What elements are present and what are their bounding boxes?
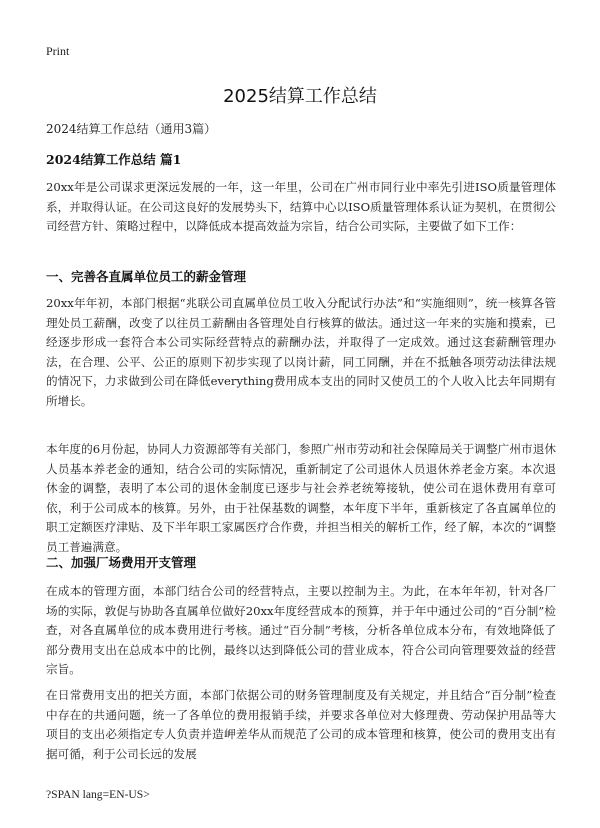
article-title: 2024结算工作总结 篇1	[46, 152, 182, 167]
print-link[interactable]: Print	[46, 44, 70, 58]
section-1-paragraph-2: 本年度的6月份起，协同人力资源部等有关部门，参照广州市劳动和社会保障局关于调整广州市退休人员基本养老金的通知，结合公司的实际情况，重新制定了公司退休人员退休养老金方案。本次退休金的调整，表明了本公司的退休金制度已逐步与社会养老统筹接轨，使公司在退休费用有章可依，利于公司成本的核算。另外，由于社保基数的调整，本年度下半年，重新核定了各直属单位的职工定额医疗津贴、及下半年职工家属医疗合作费，并担当相关的解析工作，经了解，本次的“调整员工普遍满意。	[46, 442, 556, 554]
section-2-paragraph-2: 在日常费用支出的把关方面，本部门依据公司的财务管理制度及有关规定，并且结合“百分制”检查中存在的共通问题，统一了各单位的费用报销手续，并要求各单位对大修理费、劳动保护用品等大项目的支出必须指定专人负责并造岬差华从而规范了公司的成本管理和核算，使公司的费用支出有据可循，利于公司长远的发展	[46, 688, 556, 761]
document-subtitle: 2024结算工作总结（通用3篇）	[46, 122, 217, 136]
page-title: 2025结算工作总结	[223, 86, 377, 107]
trailing-markup-text: ?SPAN lang=EN-US>	[46, 788, 150, 801]
section-2-paragraph-1: 在成本的管理方面，本部门结合公司的经营特点，主要以控制为主。为此，在本年年初，针对各厂场的实际，敦促与协助各直属单位做好20xx年度经营成本的预算，并于年中通过公司的“百分制”检查，对各直属单位的成本费用进行考核。通过“百分制”考核，分析各单位成本分布，有效地降低了部分费用支出在总成本中的比例，最终以达到降低公司的营业成本，符合公司向管理要效益的经营宗旨。	[46, 584, 556, 676]
section-1-paragraph-1: 20xx年年初，本部门根据“兆联公司直属单位员工收入分配试行办法”和“实施细则”，统一核算各管理处员工薪酬，改变了以往员工薪酬由各管理处自行核算的做法。通过这一年来的实施和摸索，已经逐步形成一套符合本公司实际经营特点的薪酬办法，并取得了一定成效。通过这套薪酬管理办法，在合理、公平、公正的原则下初步实现了以岗计薪，同工同酬，并在不抵触各项劳动法律法规的情况下，力求做到公司在降低everything费用成本支出的同时又使员工的个人收入比去年同期有所增长。	[46, 296, 556, 408]
section-1-heading: 一、完善各直属单位员工的薪金管理	[46, 269, 247, 284]
section-2-heading: 二、加强厂场费用开支管理	[46, 555, 197, 570]
intro-paragraph: 20xx年是公司谋求更深远发展的一年，这一年里，公司在广州市同行业中率先引进ISO质量管理体系，并取得认证。在公司这良好的发展势头下，结算中心以ISO质量管理体系认证为契机，在贯彻公司经营方针、策略过程中，以降低成本提高效益为宗旨，结合公司实际，主要做了如下工作：	[46, 180, 556, 233]
